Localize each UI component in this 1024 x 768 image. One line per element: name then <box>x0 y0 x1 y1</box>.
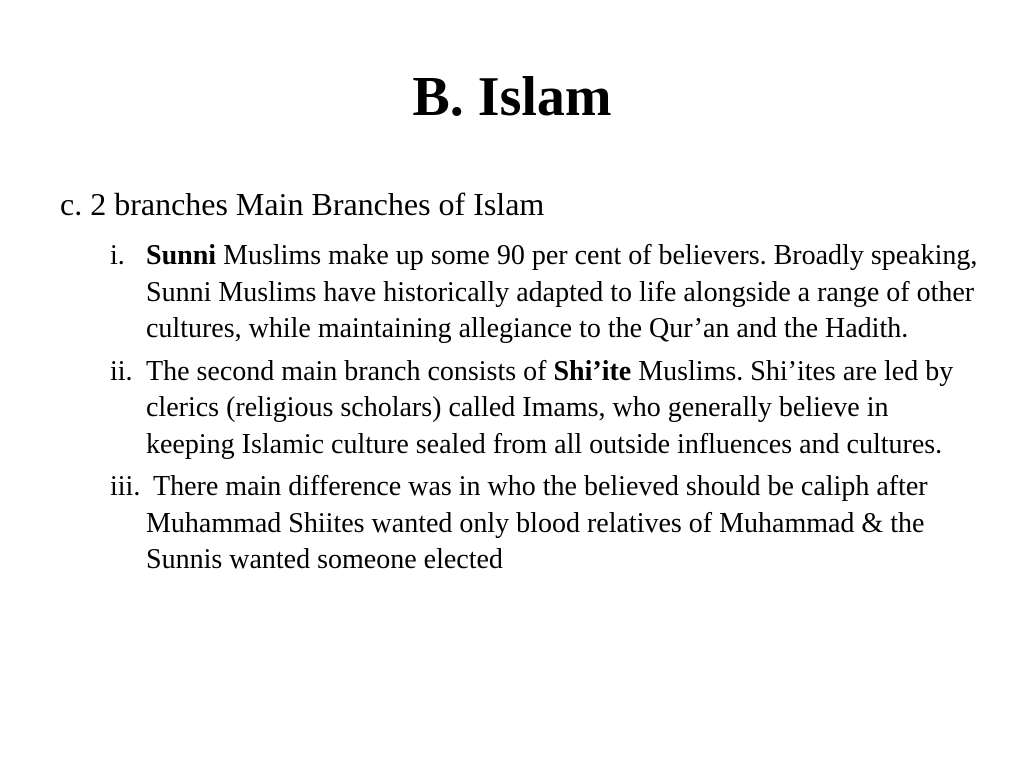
sub-point-rest: Muslims make up some 90 per cent of believers. Broadly speaking, Sunni Muslims have historically adapted to life alongside a range of other cultures, while maintaining allegiance to the Qur’an and the Hadith. <box>146 240 978 344</box>
sub-point-rest: Muslims. Shi’ites are led by clerics (religious scholars) called Imams, who generally believe in keeping Islamic culture sealed from all outside influences and cultures. <box>146 355 954 460</box>
main-point: c. 2 branches Main Branches of Islam <box>60 186 545 222</box>
sub-point-bold-term: Sunni <box>146 240 217 271</box>
sub-point-difference <box>110 469 980 579</box>
sub-point-number: i. <box>110 240 125 271</box>
slide-title: B. Islam <box>412 66 612 128</box>
sub-point-number: iii. <box>110 471 141 502</box>
sub-point-text <box>146 238 980 348</box>
sub-point-bold-term: Shi’ite <box>553 355 632 387</box>
sub-point-text <box>146 354 980 464</box>
sub-point-number: ii. <box>110 355 133 387</box>
sub-point-sunni <box>110 238 980 348</box>
sub-point-shiite <box>110 354 980 464</box>
sub-point-lead: The second main branch consists of <box>146 355 554 387</box>
sub-point-list <box>110 238 980 585</box>
sub-point-lead: There main difference was in who the believed should be caliph after Muhammad Shiites wanted only blood relatives of Muhammad & the Sunnis wanted someone elected <box>146 471 928 575</box>
sub-point-text <box>146 469 980 579</box>
